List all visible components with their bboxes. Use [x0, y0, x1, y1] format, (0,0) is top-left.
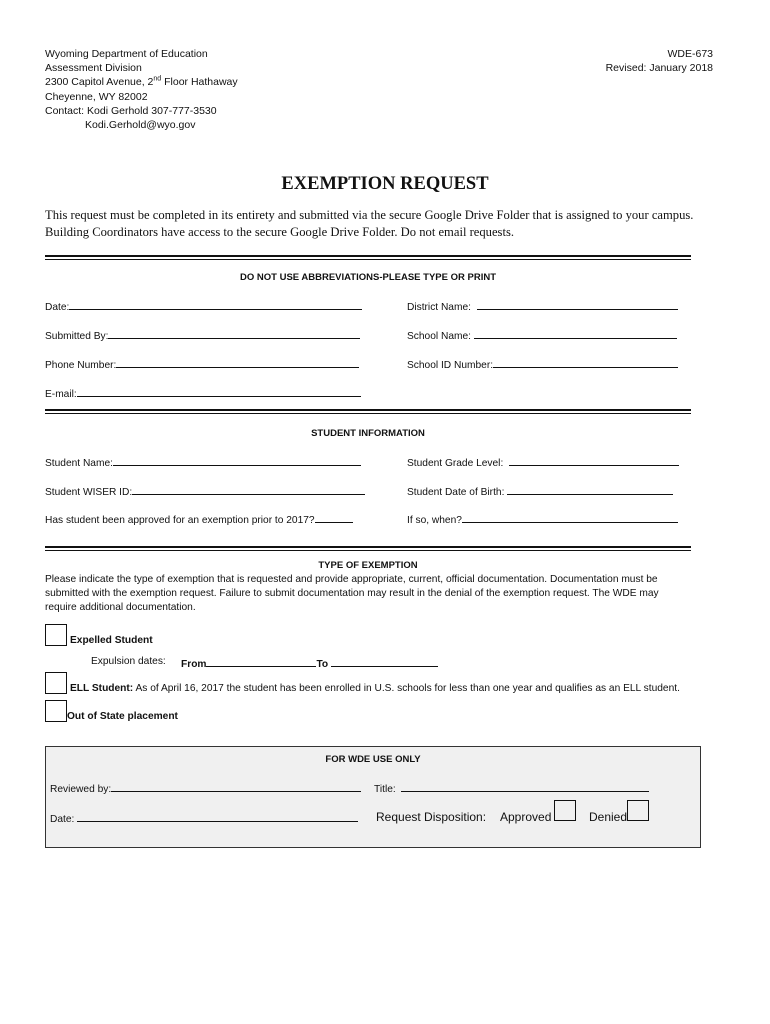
school-name-line[interactable] — [474, 328, 677, 339]
district-name-line[interactable] — [477, 299, 678, 310]
email-label: E-mail: — [45, 389, 77, 400]
submitted-by-field[interactable] — [45, 328, 360, 342]
school-name-field[interactable] — [407, 328, 677, 342]
ell-student-checkbox[interactable] — [45, 672, 67, 694]
intro-paragraph: This request must be completed in its entirety and submitted via the secure Google Drive Folder that is assigned to your campus. Building Coordinators have access to the secure Google Drive Folder. Do not email requests. — [45, 208, 694, 239]
from-label: From — [181, 659, 207, 670]
date-of-birth-line[interactable] — [507, 484, 673, 495]
wiser-id-label: Student WISER ID: — [45, 487, 133, 498]
street-address-text: 2300 Capitol Avenue, 2 — [45, 76, 154, 89]
street-address — [45, 75, 238, 89]
grade-level-field[interactable] — [407, 455, 679, 469]
phone-number-field[interactable] — [45, 357, 359, 371]
reviewer-title-field[interactable] — [374, 781, 649, 795]
agency-name: Wyoming Department of Education — [45, 48, 208, 60]
revised-date: Revised: January 2018 — [605, 62, 713, 75]
exemption-type-heading: TYPE OF EXEMPTION — [318, 560, 418, 571]
school-id-field[interactable] — [407, 357, 678, 371]
expulsion-from-line[interactable] — [206, 656, 316, 667]
district-name-field[interactable] — [407, 299, 678, 313]
reviewer-title-label: Title: — [374, 784, 396, 795]
if-so-when-field[interactable] — [407, 512, 678, 526]
out-of-state-checkbox[interactable] — [45, 700, 67, 722]
student-name-field[interactable] — [45, 455, 361, 469]
division-name: Assessment Division — [45, 62, 142, 75]
section-divider — [45, 550, 691, 551]
expulsion-dates-label: Expulsion dates: — [91, 656, 166, 667]
wiser-id-field[interactable] — [45, 484, 365, 498]
ordinal-suffix: nd — [153, 75, 162, 83]
if-so-when-label: If so, when? — [407, 515, 462, 526]
reviewed-by-label: Reviewed by: — [50, 784, 112, 795]
school-id-line[interactable] — [493, 357, 678, 368]
section-divider — [45, 546, 691, 548]
school-name-label: School Name: — [407, 331, 471, 342]
review-date-field[interactable] — [50, 811, 358, 825]
contact-email: Kodi.Gerhold@wyo.gov — [85, 119, 196, 132]
denied-checkbox[interactable] — [627, 800, 649, 821]
date-label: Date: — [45, 302, 70, 313]
reviewed-by-line[interactable] — [111, 781, 361, 792]
phone-number-label: Phone Number: — [45, 360, 117, 371]
submitted-by-label: Submitted By: — [45, 331, 109, 342]
section-divider — [45, 255, 691, 257]
expulsion-to-line[interactable] — [331, 656, 438, 667]
exemption-instructions: Please indicate the type of exemption that is requested and provide appropriate, current, official documentation. Documentation must be submitted with the exemption request. Failure to submit documentation may result in the denial of the exemption request. The WDE may require additional documentation. — [45, 574, 659, 613]
ell-student-description: As of April 16, 2017 the student has been enrolled in U.S. schools for less than one year and qualifies as an ELL student. — [133, 683, 680, 694]
expelled-student-label: Expelled Student — [70, 635, 153, 646]
section-divider — [45, 409, 691, 411]
student-name-label: Student Name: — [45, 458, 113, 469]
email-line[interactable] — [77, 386, 361, 397]
phone-number-line[interactable] — [116, 357, 359, 368]
reviewed-by-field[interactable] — [50, 781, 361, 795]
wde-use-heading: FOR WDE USE ONLY — [325, 754, 421, 765]
page-title: EXEMPTION REQUEST — [281, 174, 489, 194]
date-of-birth-field[interactable] — [407, 484, 673, 498]
approved-checkbox[interactable] — [554, 800, 576, 821]
expulsion-from-field[interactable] — [181, 656, 438, 670]
floor-text: Floor Hathaway — [161, 76, 238, 89]
denied-label: Denied — [589, 810, 628, 824]
school-id-label: School ID Number: — [407, 360, 494, 371]
contact-line: Contact: Kodi Gerhold 307-777-3530 — [45, 104, 217, 117]
ell-student-option — [70, 683, 680, 694]
expelled-student-checkbox[interactable] — [45, 624, 67, 646]
agency-address-block — [45, 47, 238, 132]
review-date-line[interactable] — [77, 811, 358, 822]
ell-student-label: ELL Student: — [70, 683, 134, 694]
approved-label: Approved — [500, 810, 552, 824]
date-field[interactable] — [45, 299, 362, 313]
form-id-block — [606, 47, 713, 75]
reviewer-title-line[interactable] — [401, 781, 649, 792]
date-of-birth-label: Student Date of Birth: — [407, 487, 505, 498]
review-date-label: Date: — [50, 814, 75, 825]
city-state-zip: Cheyenne, WY 82002 — [45, 90, 148, 103]
to-label: To — [316, 659, 329, 670]
out-of-state-label: Out of State placement — [67, 711, 178, 722]
district-name-label: District Name: — [407, 302, 471, 313]
if-so-when-line[interactable] — [462, 512, 678, 523]
disposition-label: Request Disposition: — [376, 810, 487, 824]
section-divider — [45, 413, 691, 414]
submitted-by-line[interactable] — [108, 328, 360, 339]
email-field[interactable] — [45, 386, 361, 400]
grade-level-label: Student Grade Level: — [407, 458, 504, 469]
student-info-heading: STUDENT INFORMATION — [311, 428, 425, 439]
date-line[interactable] — [69, 299, 362, 310]
section-divider — [45, 259, 691, 260]
student-name-line[interactable] — [113, 455, 361, 466]
prior-exemption-label: Has student been approved for an exemption prior to 2017? — [45, 515, 315, 526]
wiser-id-line[interactable] — [132, 484, 365, 495]
form-id: WDE-673 — [667, 48, 713, 60]
notice-heading: DO NOT USE ABBREVIATIONS-PLEASE TYPE OR PRINT — [240, 272, 496, 283]
grade-level-line[interactable] — [509, 455, 679, 466]
prior-exemption-line[interactable] — [315, 512, 353, 523]
prior-exemption-field[interactable] — [45, 512, 353, 526]
